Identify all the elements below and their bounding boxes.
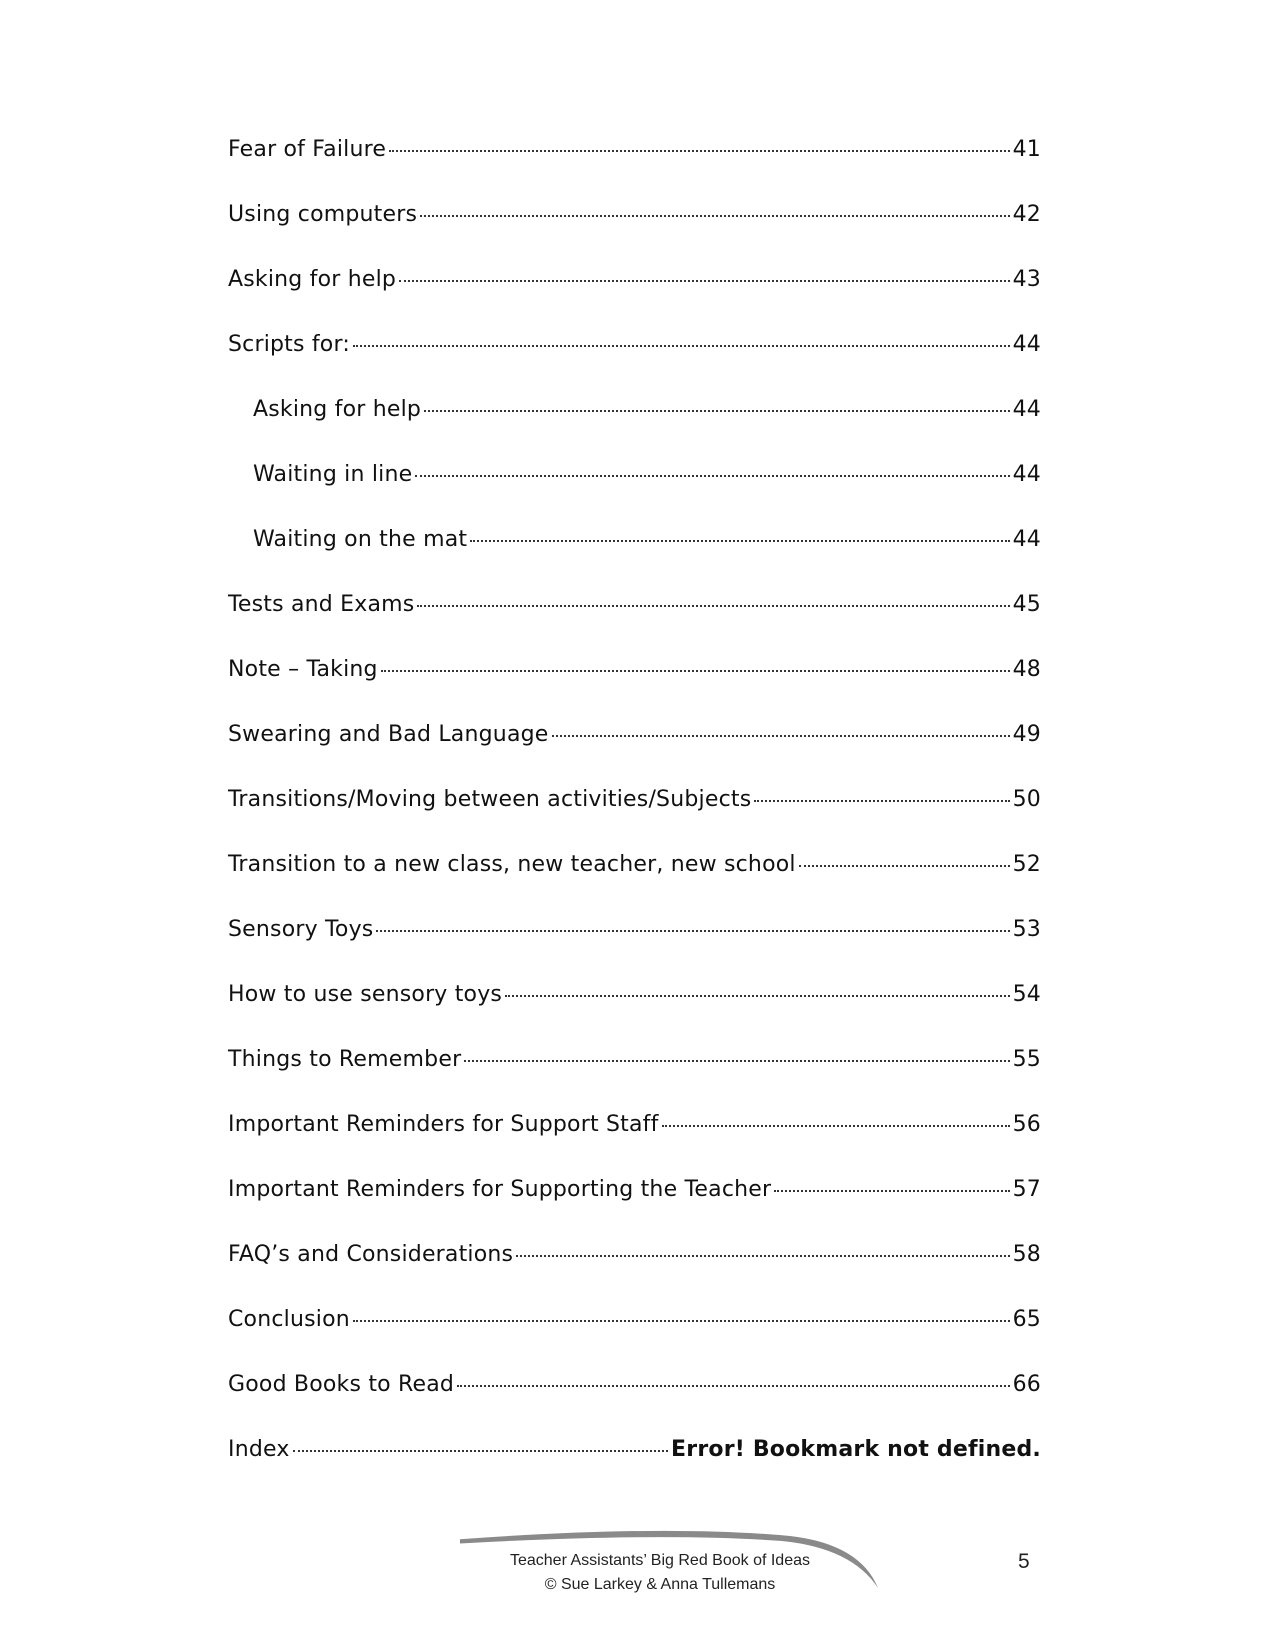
dot-leader [376, 930, 1009, 932]
toc-entry-good-books[interactable] [228, 1372, 1041, 1437]
toc-entry-label: Good Books to Read [228, 1372, 455, 1397]
toc-entry-page: 44 [1012, 397, 1041, 422]
toc-entry-page: 45 [1012, 592, 1041, 617]
footer-book-title: Teacher Assistants’ Big Red Book of Ideas [509, 1552, 810, 1569]
toc-subentry-waiting-in-line[interactable] [228, 462, 1041, 527]
toc-entry-transitions[interactable] [228, 787, 1041, 852]
toc-entry-label: How to use sensory toys [228, 982, 503, 1007]
footer-copyright: © Sue Larkey & Anna Tullemans [544, 1576, 776, 1593]
toc-entry-conclusion[interactable] [228, 1307, 1041, 1372]
toc-entry-page: 66 [1012, 1372, 1041, 1397]
dot-leader [662, 1125, 1010, 1127]
toc-entry-label: Tests and Exams [228, 592, 415, 617]
table-of-contents [228, 137, 1041, 1502]
dot-leader [457, 1385, 1010, 1387]
toc-entry-things-to-remember[interactable] [228, 1047, 1041, 1112]
dot-leader [420, 215, 1009, 217]
toc-entry-page: 53 [1012, 917, 1041, 942]
dot-leader [754, 800, 1009, 802]
toc-entry-page: 65 [1012, 1307, 1041, 1332]
toc-entry-label: Sensory Toys [228, 917, 374, 942]
toc-entry-label: Transition to a new class, new teacher, new school [228, 852, 796, 877]
toc-entry-note-taking[interactable] [228, 657, 1041, 722]
dot-leader [552, 735, 1010, 737]
page-number: 5 [1018, 1550, 1030, 1573]
toc-entry-label: Fear of Failure [228, 137, 387, 162]
toc-entry-page: 44 [1012, 332, 1041, 357]
toc-entry-label: Scripts for: [228, 332, 350, 357]
dot-leader [516, 1255, 1009, 1257]
toc-entry-page: 48 [1012, 657, 1041, 682]
dot-leader [381, 670, 1010, 672]
toc-entry-swearing[interactable] [228, 722, 1041, 787]
toc-entry-label: Index [228, 1437, 290, 1462]
toc-entry-page: 55 [1012, 1047, 1041, 1072]
toc-entry-page: 52 [1012, 852, 1041, 877]
toc-entry-page: 41 [1012, 137, 1041, 162]
dot-leader [353, 345, 1010, 347]
toc-subentry-asking-for-help[interactable] [228, 397, 1041, 462]
dot-leader [799, 865, 1010, 867]
toc-entry-page: 50 [1012, 787, 1041, 812]
toc-entry-label: FAQ’s and Considerations [228, 1242, 514, 1267]
toc-entry-page: 44 [1012, 462, 1041, 487]
dot-leader [389, 150, 1010, 152]
toc-entry-label: Note – Taking [228, 657, 378, 682]
toc-entry-page: 42 [1012, 202, 1041, 227]
toc-entry-how-to-use-sensory-toys[interactable] [228, 982, 1041, 1047]
toc-entry-label: Asking for help [228, 267, 397, 292]
page-footer [460, 1530, 900, 1630]
toc-entry-label: Important Reminders for Support Staff [228, 1112, 659, 1137]
toc-entry-label: Waiting on the mat [253, 527, 468, 552]
dot-leader [505, 995, 1010, 997]
toc-entry-page-error: Error! Bookmark not defined. [671, 1437, 1041, 1462]
toc-entry-index[interactable] [228, 1437, 1041, 1502]
toc-entry-label: Conclusion [228, 1307, 350, 1332]
toc-entry-page: 58 [1012, 1242, 1041, 1267]
dot-leader [470, 540, 1009, 542]
dot-leader [424, 410, 1010, 412]
toc-subentry-waiting-on-the-mat[interactable] [228, 527, 1041, 592]
dot-leader [293, 1450, 668, 1452]
dot-leader [464, 1060, 1009, 1062]
toc-entry-page: 44 [1012, 527, 1041, 552]
toc-entry-label: Waiting in line [253, 462, 413, 487]
toc-entry-page: 43 [1012, 267, 1041, 292]
dot-leader [415, 475, 1009, 477]
dot-leader [774, 1190, 1009, 1192]
toc-entry-asking-for-help[interactable] [228, 267, 1041, 332]
toc-entry-label: Asking for help [253, 397, 422, 422]
toc-entry-page: 49 [1012, 722, 1041, 747]
toc-entry-label: Using computers [228, 202, 418, 227]
toc-entry-label: Swearing and Bad Language [228, 722, 549, 747]
toc-entry-sensory-toys[interactable] [228, 917, 1041, 982]
toc-entry-reminders-supporting-teacher[interactable] [228, 1177, 1041, 1242]
dot-leader [353, 1320, 1010, 1322]
toc-entry-transition-new-class[interactable] [228, 852, 1041, 917]
toc-entry-label: Transitions/Moving between activities/Subjects [228, 787, 752, 812]
toc-entry-tests-and-exams[interactable] [228, 592, 1041, 657]
toc-entry-label: Important Reminders for Supporting the Teacher [228, 1177, 772, 1202]
toc-entry-scripts-for[interactable] [228, 332, 1041, 397]
toc-entry-page: 56 [1012, 1112, 1041, 1137]
dot-leader [399, 280, 1010, 282]
toc-entry-using-computers[interactable] [228, 202, 1041, 267]
toc-entry-page: 57 [1012, 1177, 1041, 1202]
dot-leader [417, 605, 1009, 607]
toc-entry-page: 54 [1012, 982, 1041, 1007]
toc-entry-label: Things to Remember [228, 1047, 462, 1072]
toc-entry-faqs[interactable] [228, 1242, 1041, 1307]
toc-entry-fear-of-failure[interactable] [228, 137, 1041, 202]
toc-entry-reminders-support-staff[interactable] [228, 1112, 1041, 1177]
